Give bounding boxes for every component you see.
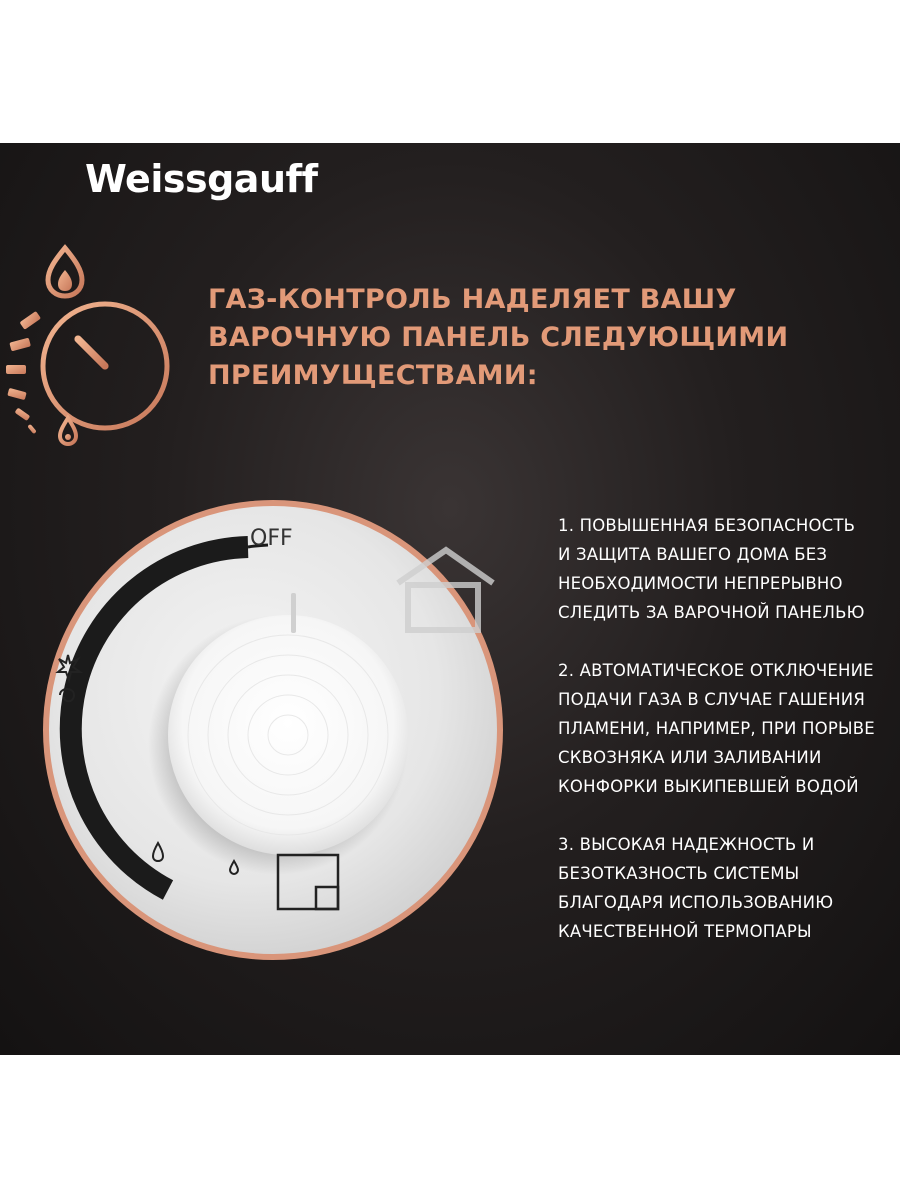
- benefit-line: БЕЗОТКАЗНОСТЬ СИСТЕМЫ: [558, 864, 800, 883]
- benefit-line: СКВОЗНЯКА ИЛИ ЗАЛИВАНИИ: [558, 748, 822, 767]
- benefit-item: [558, 830, 888, 946]
- headline: [208, 281, 828, 395]
- brand-logo: Weissgauff: [85, 157, 318, 201]
- headline-line-1: ГАЗ-КОНТРОЛЬ НАДЕЛЯЕТ ВАШУ: [208, 284, 737, 315]
- gas-control-icon: [0, 238, 190, 458]
- benefit-line: КОНФОРКИ ВЫКИПЕВШЕЙ ВОДОЙ: [558, 777, 859, 796]
- benefit-line: 1. ПОВЫШЕННАЯ БЕЗОПАСНОСТЬ: [558, 516, 856, 535]
- benefit-line: И ЗАЩИТА ВАШЕГО ДОМА БЕЗ: [558, 545, 828, 564]
- benefit-line: КАЧЕСТВЕННОЙ ТЕРМОПАРЫ: [558, 922, 812, 941]
- benefit-item: [558, 511, 888, 627]
- promo-banner: [0, 143, 900, 1055]
- benefit-line: ПОДАЧИ ГАЗА В СЛУЧАЕ ГАШЕНИЯ: [558, 690, 865, 709]
- headline-line-3: ПРЕИМУЩЕСТВАМИ:: [208, 360, 538, 391]
- benefit-line: СЛЕДИТЬ ЗА ВАРОЧНОЙ ПАНЕЛЬЮ: [558, 603, 865, 622]
- off-label: OFF: [250, 526, 293, 551]
- benefit-line: 2. АВТОМАТИЧЕСКОЕ ОТКЛЮЧЕНИЕ: [558, 661, 874, 680]
- benefits-list: [558, 511, 888, 975]
- oven-knob-icon: [38, 495, 508, 965]
- benefit-item: [558, 656, 888, 801]
- benefit-line: БЛАГОДАРЯ ИСПОЛЬЗОВАНИЮ: [558, 893, 834, 912]
- benefit-line: 3. ВЫСОКАЯ НАДЕЖНОСТЬ И: [558, 835, 815, 854]
- benefit-line: ПЛАМЕНИ, НАПРИМЕР, ПРИ ПОРЫВЕ: [558, 719, 875, 738]
- benefit-line: НЕОБХОДИМОСТИ НЕПРЕРЫВНО: [558, 574, 843, 593]
- headline-line-2: ВАРОЧНУЮ ПАНЕЛЬ СЛЕДУЮЩИМИ: [208, 322, 789, 353]
